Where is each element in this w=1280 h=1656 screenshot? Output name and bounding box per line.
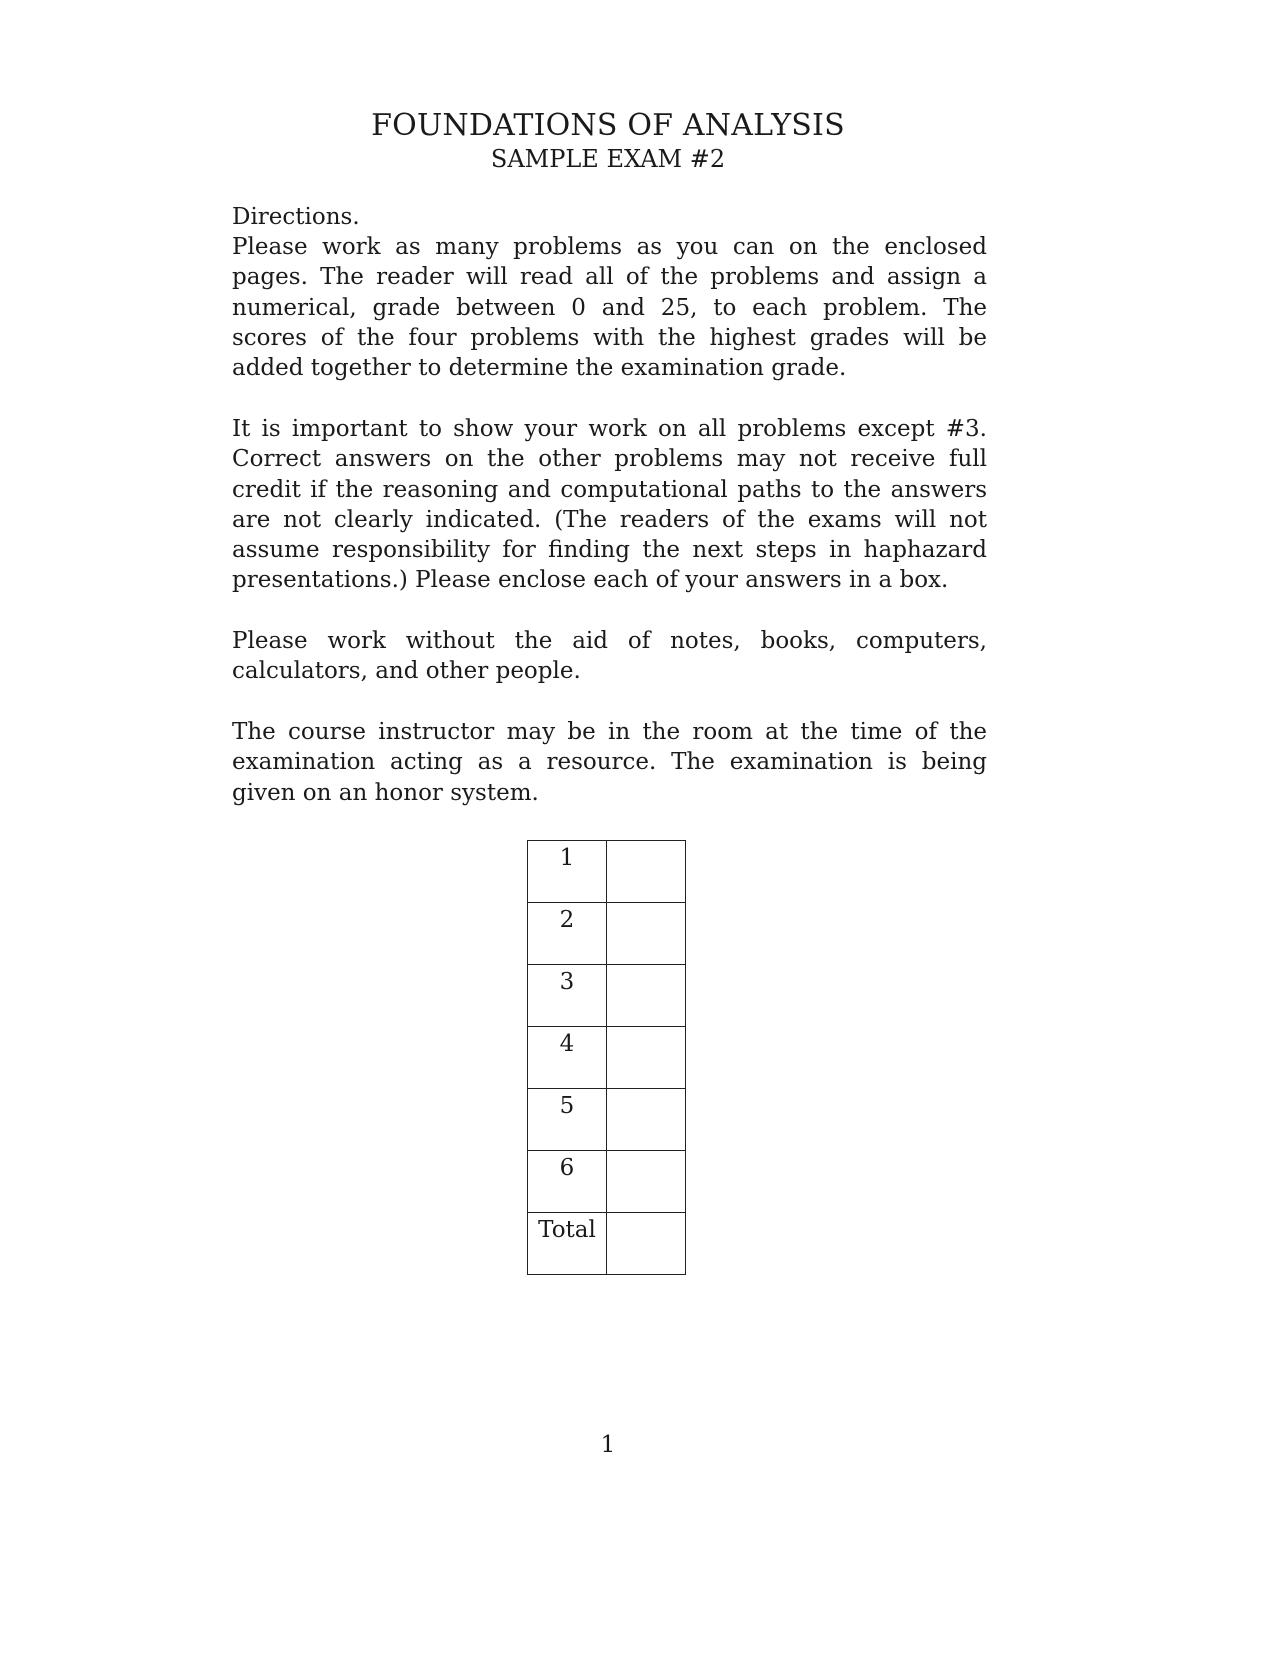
score-cell bbox=[607, 903, 686, 965]
score-cell bbox=[607, 1027, 686, 1089]
paragraph-text: The course instructor may be in the room at the time of the examination acting as a resource. The examination is being given on an honor system. bbox=[232, 719, 987, 806]
page-number: 1 bbox=[600, 1432, 616, 1458]
directions-heading: Directions. bbox=[232, 204, 360, 230]
exam-subtitle: SAMPLE EXAM #2 bbox=[490, 145, 726, 173]
paragraph-text: It is important to show your work on all problems except #3. Correct answers on the other problems may not receive full credit if the reasoning and computational paths to the answers are not clearly indicated. (The readers of the exams will not assume responsibility for finding the next steps in haphazard presentations.) Please enclose each of your answers in a box. bbox=[232, 416, 987, 594]
score-cell bbox=[607, 1089, 686, 1151]
directions-paragraph-4 bbox=[232, 717, 987, 808]
total-score-cell bbox=[607, 1213, 686, 1275]
directions-paragraph-1 bbox=[232, 232, 987, 383]
problem-number-cell: 4 bbox=[528, 1027, 607, 1089]
score-cell bbox=[607, 1151, 686, 1213]
problem-number-cell: 5 bbox=[528, 1089, 607, 1151]
problem-number-cell: 3 bbox=[528, 965, 607, 1027]
table-row bbox=[528, 1151, 686, 1213]
table-row bbox=[528, 1089, 686, 1151]
score-cell bbox=[607, 841, 686, 903]
table-row bbox=[528, 841, 686, 903]
directions-paragraph-2 bbox=[232, 414, 987, 596]
directions-paragraph-3 bbox=[232, 626, 987, 687]
table-row bbox=[528, 965, 686, 1027]
table-row bbox=[528, 903, 686, 965]
table-row bbox=[528, 1213, 686, 1275]
table-row bbox=[528, 1027, 686, 1089]
paragraph-text: Please work as many problems as you can on the enclosed pages. The reader will read all of the problems and assign a numerical, grade between 0 and 25, to each problem. The scores of the four problems with the highest grades will be added together to determine the examination grade. bbox=[232, 234, 987, 382]
total-label-cell: Total bbox=[528, 1213, 607, 1275]
problem-number-cell: 6 bbox=[528, 1151, 607, 1213]
score-cell bbox=[607, 965, 686, 1027]
paragraph-text: Please work without the aid of notes, books, computers, calculators, and other people. bbox=[232, 628, 987, 685]
score-table bbox=[527, 840, 686, 1275]
problem-number-cell: 2 bbox=[528, 903, 607, 965]
problem-number-cell: 1 bbox=[528, 841, 607, 903]
exam-title: FOUNDATIONS OF ANALYSIS bbox=[371, 108, 845, 143]
